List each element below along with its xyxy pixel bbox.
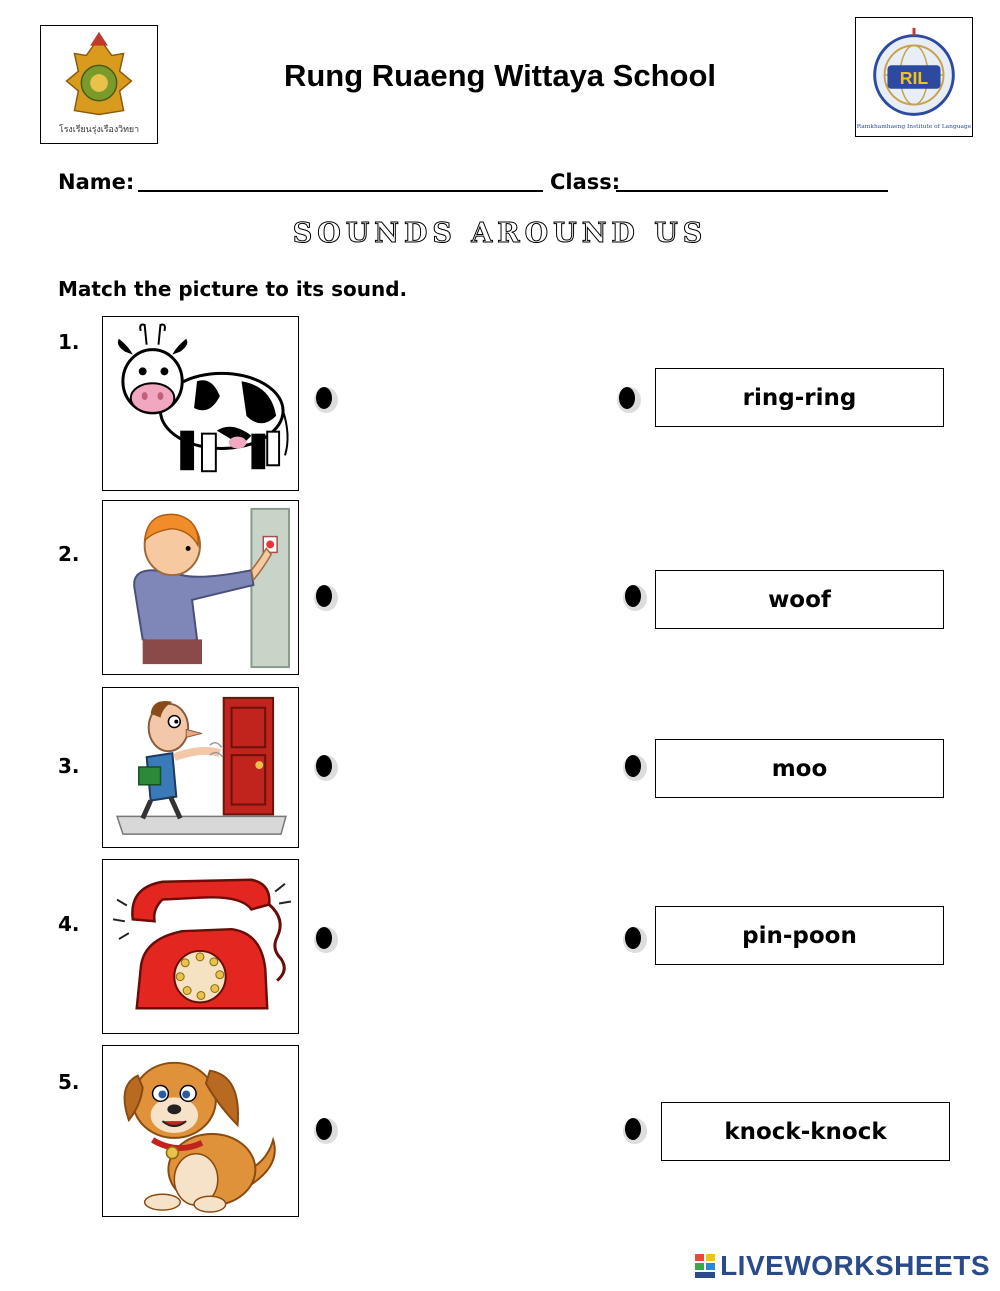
match-dot-right-5[interactable]	[620, 1115, 650, 1145]
liveworksheets-brand-text: LIVEWORKSHEETS	[720, 1250, 990, 1281]
match-dot-left-1[interactable]	[311, 384, 341, 414]
item-number: 5.	[58, 1070, 80, 1094]
school-name-heading: Rung Ruaeng Wittaya School	[283, 58, 717, 93]
item-number: 3.	[58, 754, 80, 778]
instruction-text: Match the picture to its sound.	[58, 277, 408, 301]
sound-option-box: pin-poon	[655, 906, 944, 965]
cow-picture	[102, 316, 299, 491]
item-number: 1.	[58, 330, 80, 354]
match-dot-left-5[interactable]	[311, 1115, 341, 1145]
class-field[interactable]	[616, 190, 888, 192]
sound-option-box: moo	[655, 739, 944, 798]
svg-text:Ramkhamhaeng Institute of Lang: Ramkhamhaeng Institute of Language	[856, 124, 972, 131]
language-institute-logo	[855, 17, 973, 137]
match-dot-right-4[interactable]	[620, 924, 650, 954]
item-number: 4.	[58, 912, 80, 936]
match-dot-left-3[interactable]	[311, 752, 341, 782]
match-dot-right-2[interactable]	[620, 582, 650, 612]
sound-option-box: knock-knock	[661, 1102, 950, 1161]
sound-option-box: ring-ring	[655, 368, 944, 427]
class-label: Class:	[550, 170, 621, 194]
name-label: Name:	[58, 170, 135, 194]
school-crest-logo	[40, 25, 158, 144]
match-dot-right-1[interactable]	[614, 384, 644, 414]
item-number: 2.	[58, 542, 80, 566]
boy-doorbell-picture	[102, 500, 299, 675]
man-knocking-door-picture	[102, 687, 299, 848]
match-dot-right-3[interactable]	[620, 752, 650, 782]
telephone-picture	[102, 859, 299, 1034]
liveworksheets-logo	[694, 1250, 990, 1282]
sound-option-box: woof	[655, 570, 944, 629]
name-field[interactable]	[138, 190, 543, 192]
worksheet-title: SOUNDS AROUND US	[292, 218, 708, 249]
svg-text:โรงเรียนรุ่งเรืองวิทยา: โรงเรียนรุ่งเรืองวิทยา	[58, 125, 140, 136]
liveworksheets-icon	[694, 1253, 716, 1279]
match-dot-left-4[interactable]	[311, 924, 341, 954]
dog-picture	[102, 1045, 299, 1217]
match-dot-left-2[interactable]	[311, 582, 341, 612]
svg-text:RIL: RIL	[899, 67, 929, 88]
